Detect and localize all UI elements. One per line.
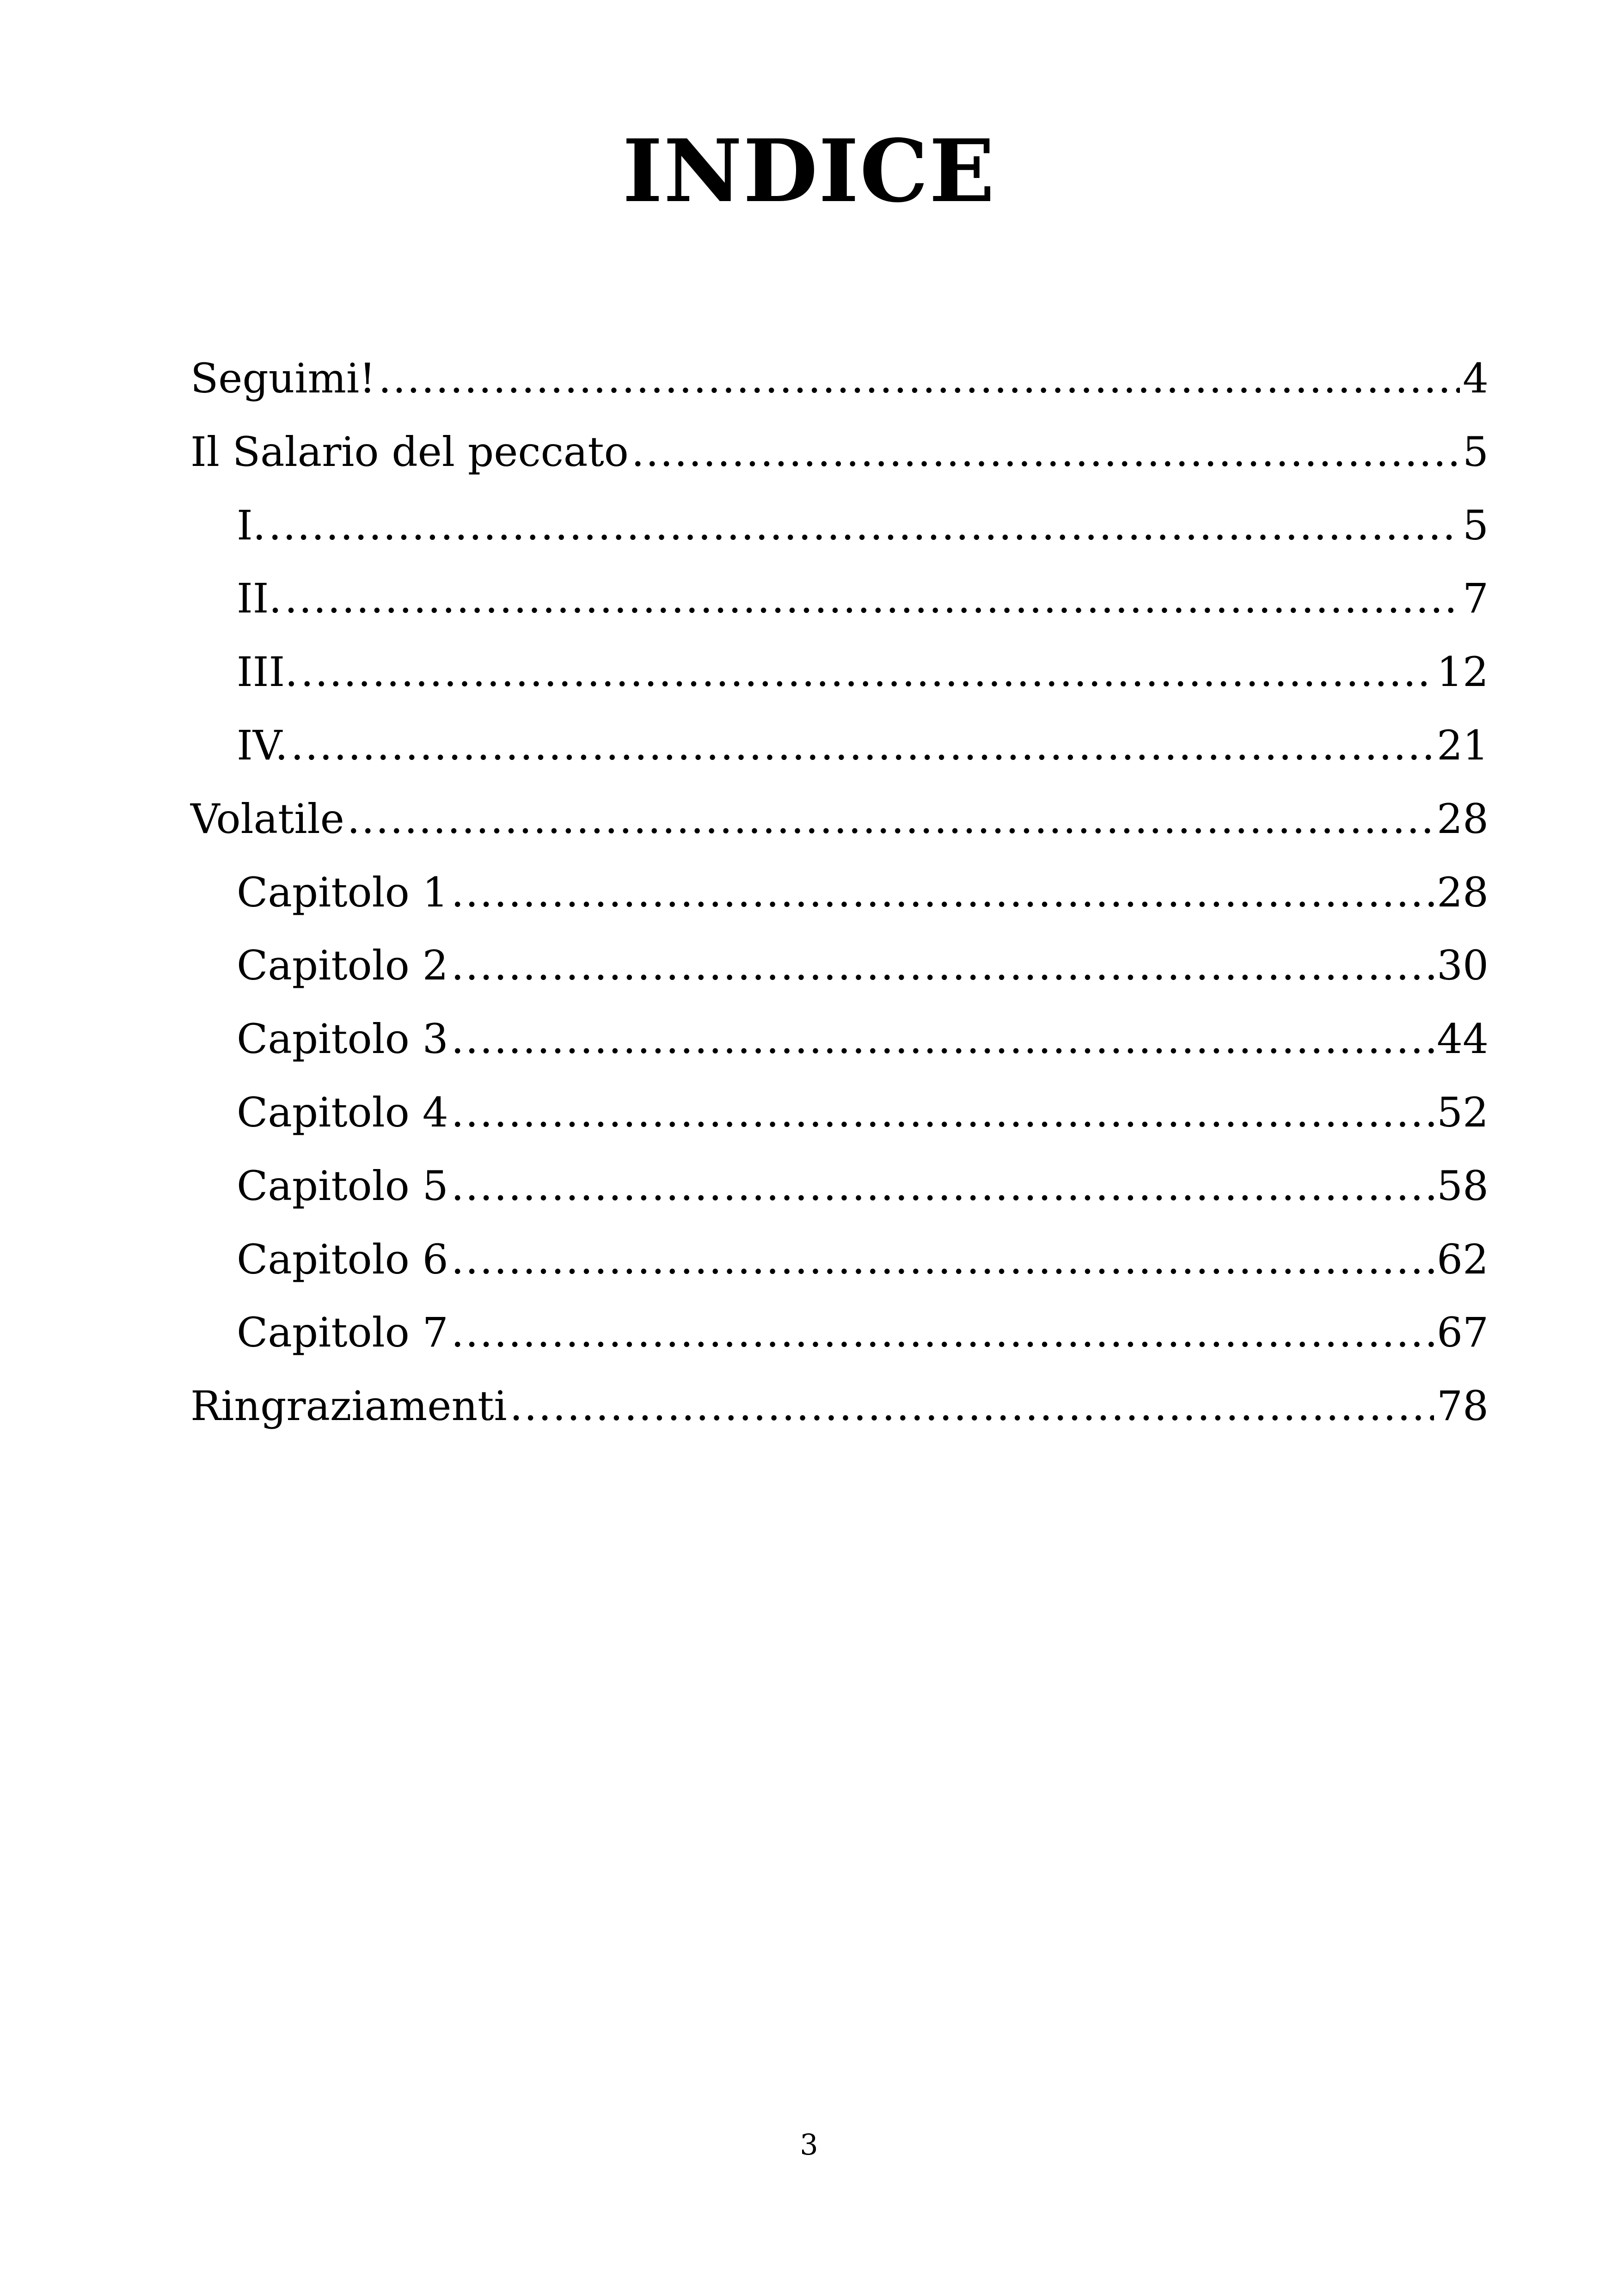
toc-entry-page: 52 [1437,1088,1489,1136]
dot-leader [269,489,1460,563]
toc-entry-page: 21 [1437,721,1489,769]
toc-entry-page: 78 [1437,1382,1489,1430]
toc-entry[interactable] [190,709,1489,783]
toc-entry[interactable] [190,929,1489,1003]
toc-entry-label: IV. [237,721,288,769]
toc-entry-label: Capitolo 3 [237,1015,448,1063]
toc-entry[interactable] [190,562,1489,636]
toc-entry[interactable] [190,1076,1489,1150]
toc-entry[interactable] [190,856,1489,930]
toc-entry-page: 30 [1437,942,1489,990]
dot-leader [378,342,1460,416]
dot-leader [510,1370,1434,1443]
dot-leader [347,783,1434,856]
toc-entry-label: I. [237,501,266,549]
toc-entry-page: 12 [1437,648,1489,696]
toc-entry-page: 58 [1437,1162,1489,1210]
toc-entry-page: 44 [1437,1015,1489,1063]
dot-leader [451,1150,1434,1223]
page-title: INDICE [622,120,996,221]
toc-entry-label: Capitolo 5 [237,1162,448,1210]
toc-entry-page: 5 [1463,428,1489,476]
toc-entry[interactable] [190,489,1489,563]
toc-entry-label: Seguimi! [190,355,376,402]
toc-entry-page: 5 [1463,501,1489,549]
toc-entry-page: 4 [1463,355,1489,402]
toc-entry-label: Capitolo 7 [237,1309,448,1357]
toc-entry-page: 28 [1437,795,1489,843]
toc-entry[interactable] [190,1003,1489,1076]
dot-leader [451,1296,1434,1370]
toc-entry[interactable] [190,1223,1489,1297]
toc-entry[interactable] [190,416,1489,489]
toc-entry[interactable] [190,783,1489,856]
dot-leader [291,709,1434,783]
dot-leader [451,1076,1434,1150]
toc-entry-label: III. [237,648,298,696]
dot-leader [631,416,1460,489]
toc-entry-page: 62 [1437,1235,1489,1283]
toc-entry-label: Capitolo 1 [237,868,448,916]
toc-entry-page: 28 [1437,868,1489,916]
toc-entry-label: Capitolo 6 [237,1235,448,1283]
dot-leader [451,856,1434,930]
toc-entry-label: Capitolo 4 [237,1088,448,1136]
toc-entry-label: Volatile [190,795,344,843]
toc-entry-page: 7 [1463,575,1489,623]
dot-leader [451,1223,1434,1297]
toc-entry-page: 67 [1437,1309,1489,1357]
toc-entry[interactable] [190,342,1489,416]
dot-leader [451,1003,1434,1076]
dot-leader [451,929,1434,1003]
dot-leader [285,562,1460,636]
toc-entry-label: II. [237,575,282,623]
dot-leader [300,636,1434,709]
table-of-contents [190,342,1489,1443]
toc-entry-label: Capitolo 2 [237,942,448,990]
toc-entry[interactable] [190,636,1489,709]
toc-entry[interactable] [190,1150,1489,1223]
toc-entry[interactable] [190,1370,1489,1443]
toc-entry[interactable] [190,1296,1489,1370]
toc-entry-label: Ringraziamenti [190,1382,507,1430]
page-number: 3 [800,2128,818,2161]
toc-entry-label: Il Salario del peccato [190,428,629,476]
